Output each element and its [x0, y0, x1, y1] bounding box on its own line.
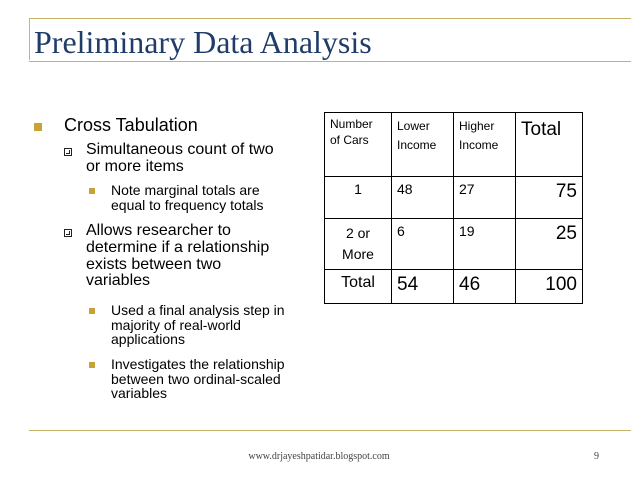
frame-top-rule	[29, 18, 631, 19]
row-label: 1	[325, 177, 392, 219]
cell-higher: 19	[454, 219, 516, 270]
header-number-of-cars: Number of Cars	[325, 113, 392, 177]
cell-higher: 27	[454, 177, 516, 219]
bullet-simultaneous-count: Simultaneous count of two or more items	[86, 141, 274, 175]
header-higher-income: Higher Income	[454, 113, 516, 177]
bullet-allows-researcher: Allows researcher to determine if a relationship exists between two variables	[86, 222, 270, 290]
frame-left-rule	[29, 18, 30, 60]
bullet-investigates-relationship: Investigates the relationship between two ordinal-scaled variables	[111, 356, 285, 402]
footer-url: www.drjayeshpatidar.blogspot.com	[248, 451, 390, 462]
cell-lower: 6	[392, 219, 454, 270]
footer-rule	[29, 430, 631, 431]
checkbox-bullet-icon	[64, 229, 72, 237]
cell-lower: 54	[392, 270, 454, 304]
cross-tab-table	[324, 112, 583, 304]
bullet-square-icon	[89, 308, 95, 314]
page-number: 9	[594, 451, 599, 462]
cell-lower: 48	[392, 177, 454, 219]
header-total: Total	[516, 113, 583, 177]
bullet-final-analysis: Used a final analysis step in majority of real-world applications	[111, 302, 285, 348]
header-lower-income: Lower Income	[392, 113, 454, 177]
bullet-square-icon	[34, 123, 42, 131]
bullet-cross-tabulation: Cross Tabulation	[64, 115, 198, 135]
bullet-square-icon	[89, 362, 95, 368]
row-label: Total	[325, 270, 392, 304]
cell-higher: 46	[454, 270, 516, 304]
row-label: 2 or More	[325, 219, 392, 270]
cell-total: 75	[516, 177, 583, 219]
bullet-square-icon	[89, 188, 95, 194]
title-rule	[29, 61, 631, 62]
cell-total: 25	[516, 219, 583, 270]
table-row	[325, 270, 583, 304]
cell-total: 100	[516, 270, 583, 304]
slide-title: Preliminary Data Analysis	[34, 24, 372, 60]
checkbox-bullet-icon	[64, 148, 72, 156]
table-header-row	[325, 113, 583, 177]
bullet-marginal-totals: Note marginal totals are equal to frequency totals	[111, 182, 264, 213]
table-row	[325, 219, 583, 270]
table-row	[325, 177, 583, 219]
